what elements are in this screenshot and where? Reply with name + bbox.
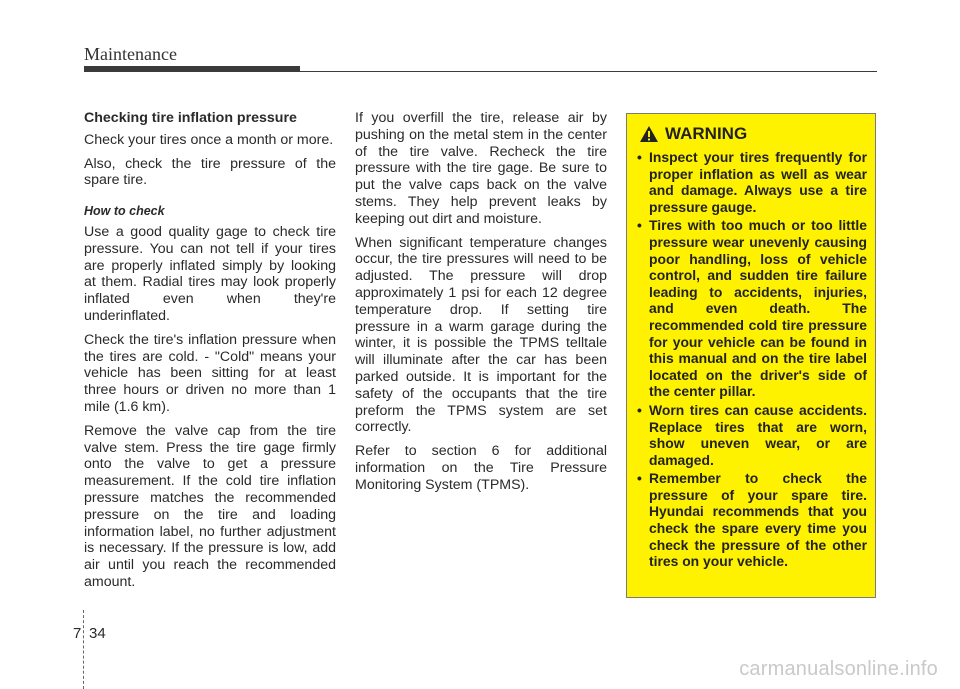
page-divider <box>83 610 84 689</box>
warning-item: • Inspect your tires frequently for proper inflation as well as wear and damage. Always use a tire pressure gauge. <box>637 149 867 215</box>
section-title: Maintenance <box>84 44 177 64</box>
paragraph: Remove the valve cap from the tire valve stem. Press the tire gage firmly onto the valve to get a pressure measurement. If the cold tire inflation pressure matches the recommended pressure on the tire and loading information label, no further adjustment is necessary. If the pressure is low, add air until you reach the recommended amount. <box>84 422 336 590</box>
left-column <box>84 110 336 598</box>
warning-header <box>639 124 867 144</box>
chapter-number: 7 <box>73 625 82 642</box>
subheading: How to check <box>84 204 165 219</box>
paragraph: Refer to section 6 for additional information on the Tire Pressure Monitoring System (TPMS). <box>355 443 607 493</box>
paragraph: Use a good quality gage to check tire pressure. You can not tell if your tires are properly inflated simply by looking at them. Radial tires may look properly inflated even when they're underinflated. <box>84 223 336 324</box>
middle-column <box>355 110 607 501</box>
warning-item: • Worn tires can cause accidents. Replace tires that are worn, show uneven wear, or are damaged. <box>637 402 867 468</box>
warning-list <box>637 149 867 570</box>
section-heading: Checking tire inflation pressure <box>84 110 297 126</box>
paragraph: Also, check the tire pressure of the spare tire. <box>84 155 336 189</box>
warning-item: • Remember to check the pressure of your spare tire. Hyundai recommends that you check the spare every time you check the pressure of the other tires on your vehicle. <box>637 470 867 570</box>
paragraph: Check your tires once a month or more. <box>84 131 334 148</box>
warning-title: WARNING <box>665 124 748 143</box>
warning-box <box>626 113 876 598</box>
watermark: carmanualsonline.info <box>739 658 938 680</box>
header-rule-thick <box>84 66 300 72</box>
warning-triangle-icon <box>639 125 659 143</box>
page-number: 34 <box>89 625 106 642</box>
paragraph: When significant temperature changes occur, the tire pressures will need to be adjusted. The pressure will drop approximately 1 psi for each 12 degree temperature drop. If setting tire pressure in a warm garage during the winter, it is possible the TPMS telltale will illuminate after the car has been parked outside. It is important for the safety of the occupants that the tire preform the TPMS system are set correctly. <box>355 234 607 436</box>
paragraph: If you overfill the tire, release air by pushing on the metal stem in the center of the tire valve. Recheck the tire pressure with the tire gage. Be sure to put the valve caps back on the valve stems. They help prevent leaks by keeping out dirt and moisture. <box>355 110 607 227</box>
header-rule-thin <box>300 71 877 72</box>
warning-item: • Tires with too much or too little pressure wear unevenly causing poor handling, loss of vehicle control, and sudden tire failure leading to accidents, injuries, and even death. The recommended cold tire pressure for your vehicle can be found in this manual and on the tire label located on the driver's side of the center pillar. <box>637 217 867 400</box>
paragraph: Check the tire's inflation pressure when the tires are cold. - "Cold" means your vehicle has been sitting for at least three hours or driven no more than 1 mile (1.6 km). <box>84 331 336 415</box>
